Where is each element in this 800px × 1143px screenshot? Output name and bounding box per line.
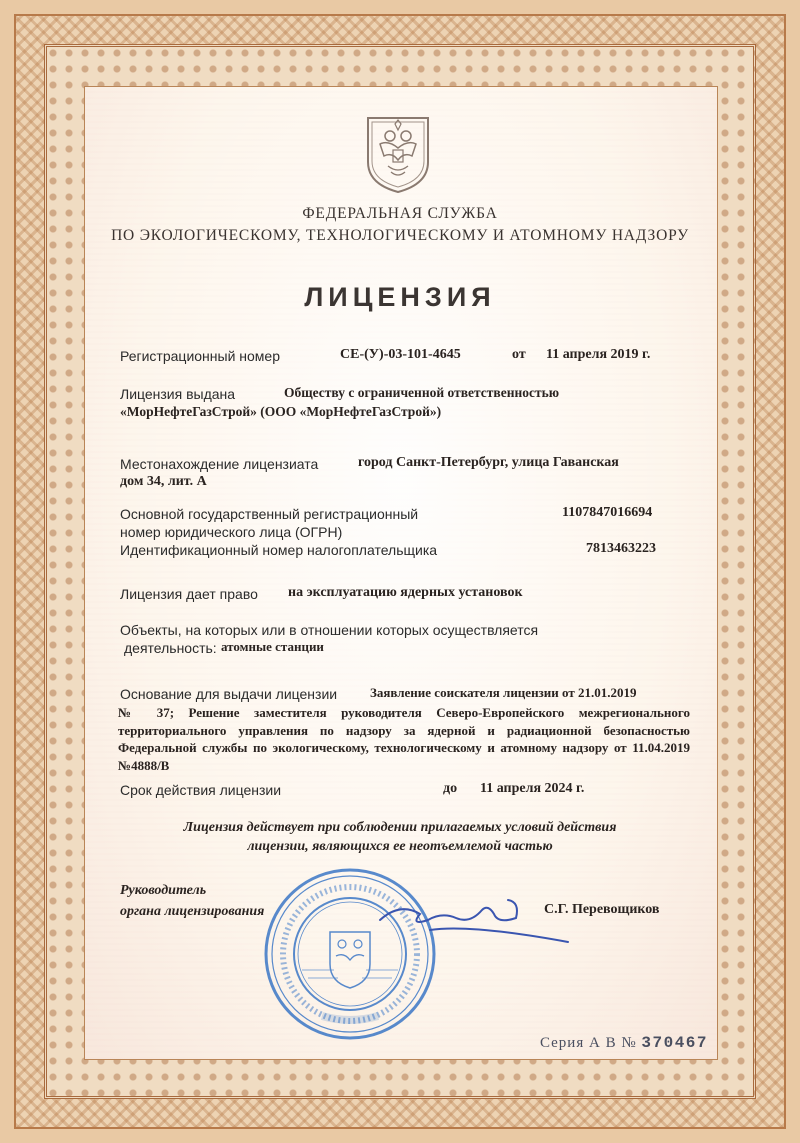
basis-label: Основание для выдачи лицензии (120, 686, 338, 702)
signer-role-line2: органа лицензирования (120, 904, 265, 919)
signature-icon (370, 890, 570, 950)
inn-label: Идентификационный номер налогоплательщика (120, 542, 438, 558)
registration-number: СЕ-(У)-03-101-4645 (340, 347, 461, 362)
ogrn-label-line1: Основной государственный регистрационный (120, 506, 419, 522)
series-number (540, 1034, 708, 1052)
objects-label-line1: Объекты, на которых или в отношении которых осуществляется (120, 622, 539, 638)
issued-to-line1: Обществу с ограниченной ответственностью (284, 385, 560, 400)
validity-label: Срок действия лицензии (120, 782, 282, 798)
series-letters: А В № (588, 1035, 637, 1051)
objects-label-line2: деятельность: (124, 640, 217, 656)
registration-date: 11 апреля 2019 г. (546, 347, 651, 362)
location-label: Местонахождение лицензиата (120, 456, 319, 472)
agency-name-line1: ФЕДЕРАЛЬНАЯ СЛУЖБА (302, 205, 498, 222)
license-condition (100, 818, 700, 856)
right-value: на эксплуатацию ядерных установок (288, 585, 523, 600)
ogrn-label-line2: номер юридического лица (ОГРН) (120, 524, 343, 540)
series-number-value: 370467 (641, 1034, 708, 1052)
registration-from-label: от (512, 347, 526, 362)
signer-name: С.Г. Перевощиков (544, 902, 660, 917)
condition-line1: Лицензия действует при соблюдении прилагаемых условий действия (183, 820, 617, 835)
condition-line2: лицензии, являющихся ее неотъемлемой частью (247, 839, 553, 854)
objects-value: атомные станции (221, 639, 324, 654)
coat-of-arms-icon (358, 110, 438, 194)
basis-text: № 37; Решение заместителя руководителя Северо-Европейского межрегионального территориального управления по надзору за ядерной и радиационной безопасностью Федеральной службы по экологическому, технологическому и атомному надзору от 11.04.2019 №4888/В (118, 705, 690, 773)
location-line1: город Санкт-Петербург, улица Гаванская (358, 455, 619, 470)
registration-label: Регистрационный номер (120, 348, 280, 364)
document-title: ЛИЦЕНЗИЯ (304, 282, 496, 312)
signer-role-line1: Руководитель (120, 883, 207, 898)
agency-name-line2: ПО ЭКОЛОГИЧЕСКОМУ, ТЕХНОЛОГИЧЕСКОМУ И АТОМНОМУ НАДЗОРУ (111, 227, 689, 244)
issued-to-line2: «МорНефтеГазСтрой» (ООО «МорНефтеГазСтрой») (120, 404, 442, 419)
inn-value: 7813463223 (586, 541, 656, 556)
right-label: Лицензия дает право (120, 586, 258, 602)
issued-to-label: Лицензия выдана (120, 386, 236, 402)
validity-date: 11 апреля 2024 г. (480, 781, 585, 796)
signer-role (120, 880, 264, 922)
series-label: Серия (539, 1035, 585, 1051)
location-line2: дом 34, лит. А (120, 474, 207, 489)
basis-text-line1: Заявление соискателя лицензии от 21.01.2019 (370, 685, 637, 700)
validity-until-label: до (443, 781, 458, 796)
ogrn-value: 1107847016694 (562, 505, 653, 520)
